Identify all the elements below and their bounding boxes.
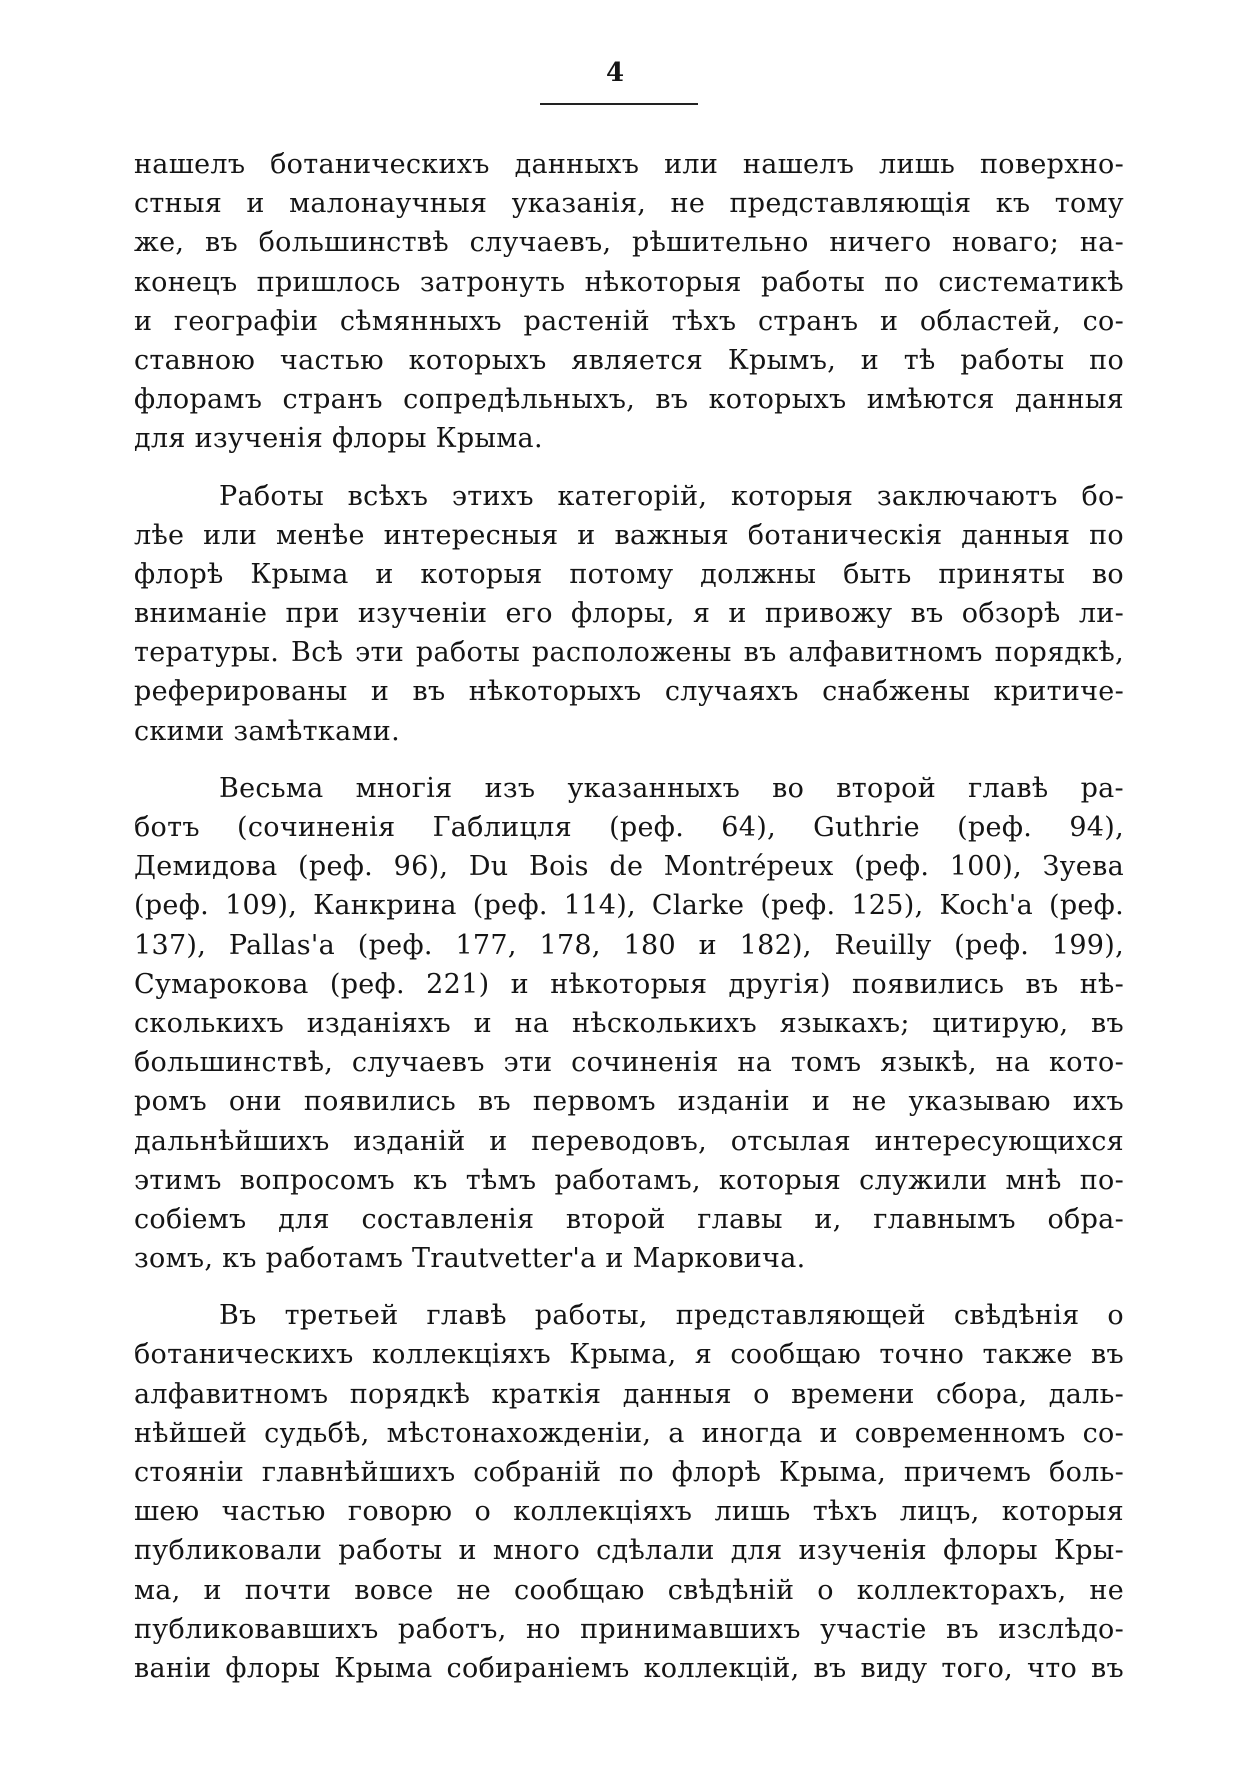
text-line: для изученія флоры Крыма. bbox=[134, 423, 543, 455]
text-line: Въ третьей главѣ работы, представляющей свѣдѣнія о bbox=[219, 1300, 1124, 1332]
text-line: ставною частью которыхъ является Крымъ, и тѣ работы по bbox=[134, 344, 1124, 376]
text-line: лѣе или менѣе интересныя и важныя ботаническія данныя по bbox=[134, 519, 1124, 551]
text-line: дальнѣйшихъ изданій и переводовъ, отсылая интересующихся bbox=[134, 1125, 1124, 1157]
body-text bbox=[134, 145, 1124, 1688]
text-line: сколькихъ изданіяхъ и на нѣсколькихъ языкахъ; цитирую, въ bbox=[134, 1007, 1124, 1039]
text-line: зомъ, къ работамъ Trautvetter'a и Марковича. bbox=[134, 1243, 806, 1275]
text-line: ботаническихъ коллекціяхъ Крыма, я сообщаю точно также въ bbox=[134, 1339, 1124, 1371]
text-line: ботъ (сочиненія Габлицля (реф. 64), Guthrie (реф. 94), bbox=[134, 812, 1124, 843]
text-line: этимъ вопросомъ къ тѣмъ работамъ, которыя служили мнѣ по- bbox=[134, 1164, 1124, 1196]
text-line: тературы. Всѣ эти работы расположены въ алфавитномъ порядкѣ, bbox=[134, 637, 1124, 669]
text-line: ромъ они появились въ первомъ изданіи и не указываю ихъ bbox=[134, 1086, 1124, 1118]
page-number-underline bbox=[540, 103, 698, 105]
text-line: реферированы и въ нѣкоторыхъ случаяхъ снабжены критиче- bbox=[134, 676, 1124, 708]
text-line: и географіи сѣмянныхъ растеній тѣхъ странъ и областей, со- bbox=[134, 305, 1124, 337]
paragraph-3 bbox=[134, 769, 1124, 1278]
text-line: ваніи флоры Крыма собираніемъ коллекцій, въ виду того, что въ bbox=[134, 1652, 1124, 1684]
text-line: собіемъ для составленія второй главы и, главнымъ обра- bbox=[134, 1203, 1124, 1235]
text-line: Весьма многія изъ указанныхъ во второй главѣ ра- bbox=[219, 772, 1124, 804]
text-line: флорамъ странъ сопредѣльныхъ, въ которыхъ имѣются данныя bbox=[134, 384, 1124, 416]
text-line: вниманіе при изученіи его флоры, я и привожу въ обзорѣ ли- bbox=[134, 598, 1124, 630]
text-line: публиковали работы и много сдѣлали для изученія флоры Кры- bbox=[134, 1535, 1124, 1567]
text-line: же, въ большинствѣ случаевъ, рѣшительно ничего новаго; на- bbox=[134, 227, 1124, 259]
text-line: нѣйшей судьбѣ, мѣстонахожденіи, а иногда и современномъ со- bbox=[134, 1417, 1124, 1449]
text-line: алфавитномъ порядкѣ краткія данныя о времени сбора, даль- bbox=[134, 1378, 1124, 1410]
text-line: Сумарокова (реф. 221) и нѣкоторыя другія) появились въ нѣ- bbox=[134, 968, 1124, 1000]
text-line: ма, и почти вовсе не сообщаю свѣдѣній о коллекторахъ, не bbox=[134, 1574, 1124, 1606]
paragraph-gap bbox=[134, 1278, 1124, 1296]
text-line: шею частью говорю о коллекціяхъ лишь тѣхъ лицъ, которыя bbox=[134, 1496, 1124, 1528]
text-line: публиковавшихъ работъ, но принимавшихъ участіе въ изслѣдо- bbox=[134, 1613, 1124, 1645]
paragraph-gap bbox=[134, 459, 1124, 477]
paragraph-4 bbox=[134, 1296, 1124, 1688]
text-line: (реф. 109), Канкрина (реф. 114), Clarke (реф. 125), Koch'a (реф. bbox=[134, 890, 1124, 922]
text-line: стныя и малонаучныя указанія, не представляющія къ тому bbox=[134, 188, 1124, 220]
text-line: 137), Pallas'a (реф. 177, 178, 180 и 182), Reuilly (реф. 199), bbox=[134, 929, 1124, 961]
paragraph-gap bbox=[134, 751, 1124, 769]
text-line: флорѣ Крыма и которыя потому должны быть приняты во bbox=[134, 558, 1124, 590]
text-line: Работы всѣхъ этихъ категорій, которыя заключаютъ бо- bbox=[219, 480, 1124, 512]
page-number: 4 bbox=[605, 58, 625, 88]
text-line: конецъ пришлось затронуть нѣкоторыя работы по систематикѣ bbox=[134, 266, 1124, 298]
paragraph-2 bbox=[134, 477, 1124, 751]
text-line: большинствѣ, случаевъ эти сочиненія на томъ языкѣ, на кото- bbox=[134, 1047, 1124, 1079]
text-line: нашелъ ботаническихъ данныхъ или нашелъ лишь поверхно- bbox=[134, 149, 1124, 180]
text-line: скими замѣтками. bbox=[134, 715, 400, 747]
text-line: стояніи главнѣйшихъ собраній по флорѣ Крыма, причемъ боль- bbox=[134, 1457, 1124, 1488]
paragraph-1 bbox=[134, 145, 1124, 459]
text-line: Демидова (реф. 96), Du Bois de Montrépeux (реф. 100), Зуева bbox=[134, 851, 1124, 883]
